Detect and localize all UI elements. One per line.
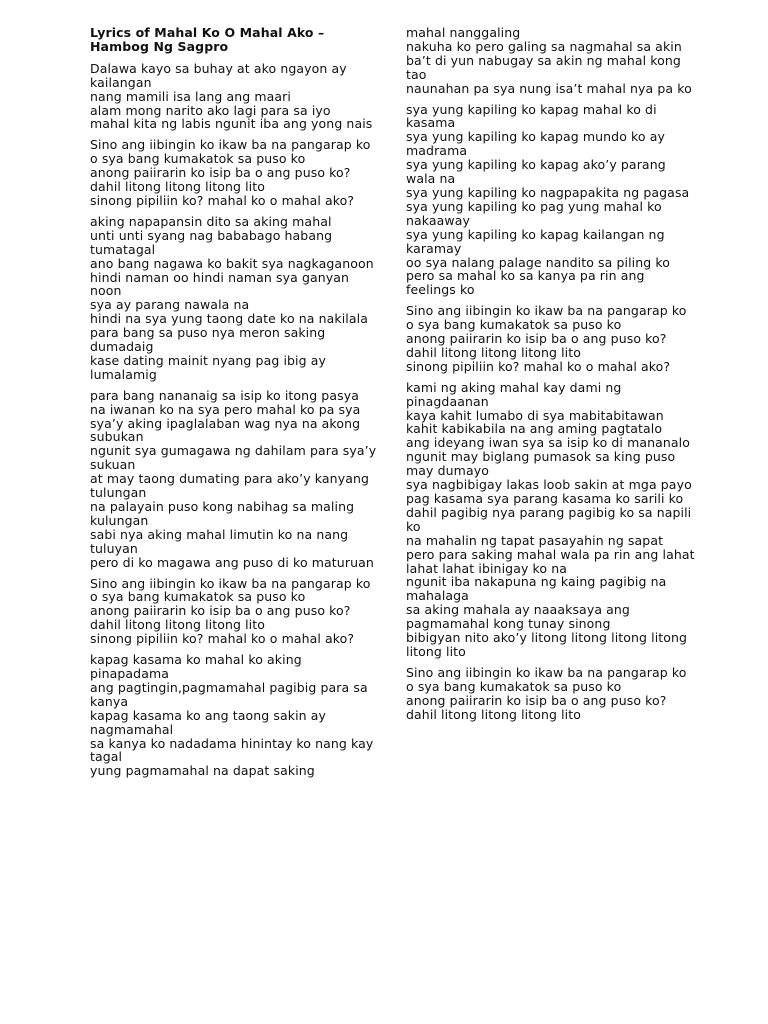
lyric-line: ngunit sya gumagawa ng dahilam para sya’y sukuan — [90, 443, 377, 473]
lyric-line: sa kanya ko nadadama hinintay ko nang kay tagal — [90, 735, 374, 765]
lyric-line: nang mamili isa lang ang maari — [90, 88, 291, 104]
lyric-line: o sya bang kumakatok sa puso ko — [90, 151, 306, 167]
lyric-line: sa aking mahala ay naaaksaya ang pagmamahal kong tunay sinong — [406, 602, 630, 632]
lyric-stanza — [406, 304, 696, 374]
lyric-line: lahat lahat ibinigay ko na — [406, 560, 568, 576]
lyric-line: pag kasama sya parang kasama ko sarili ko — [406, 491, 684, 506]
lyric-line: pero para saking mahal wala pa rin ang lahat — [406, 546, 695, 562]
lyric-line: kase dating mainit nyang pag ibig ay lumalamig — [90, 352, 326, 382]
lyric-line: Sino ang iibingin ko ikaw ba na pangarap ko — [90, 137, 371, 153]
lyric-line: bibigyan nito ako’y litong litong litong litong litong lito — [406, 630, 688, 659]
lyric-line: kahit kabikabila na ang aming pagtatalo — [406, 421, 663, 437]
right-stanzas — [406, 26, 696, 722]
lyric-line: kapag kasama ko mahal ko aking pinapadama — [90, 652, 302, 681]
lyric-line: Dalawa kayo sa buhay at ako ngayon ay kailangan — [90, 60, 347, 90]
lyric-line: o sya bang kumakatok sa puso ko — [406, 317, 622, 333]
lyric-line: kapag kasama ko ang taong sakin ay nagmamahal — [90, 707, 327, 737]
lyric-line: sinong pipiliin ko? mahal ko o mahal ako? — [406, 358, 671, 374]
lyric-line: oo sya nalang palage nandito sa piling ko — [406, 254, 670, 270]
lyric-line: sya nagbibigay lakas loob sakin at mga payo — [406, 477, 692, 493]
lyric-line: ngunit may biglang pumasok sa king puso may dumayo — [406, 449, 676, 479]
lyric-line: aking napapansin dito sa aking mahal — [90, 213, 332, 229]
lyric-line: sinong pipiliin ko? mahal ko o mahal ako? — [90, 192, 355, 208]
lyric-line: o sya bang kumakatok sa puso ko — [406, 678, 622, 694]
lyric-line: Sino ang iibingin ko ikaw ba na pangarap ko — [406, 664, 687, 680]
lyric-line: mahal kita ng labis ngunit iba ang yong nais — [90, 116, 373, 132]
lyric-line: kaya kahit lumabo di sya mabitabitawan — [406, 407, 664, 423]
lyric-stanza — [90, 389, 380, 570]
lyric-line: ngunit iba nakapuna ng kaing pagibig na mahalaga — [406, 574, 667, 604]
lyric-line: o sya bang kumakatok sa puso ko — [90, 589, 306, 605]
lyric-line: dahil litong litong litong lito — [406, 706, 582, 722]
lyric-line: nakuha ko pero galing sa nagmahal sa akin — [406, 38, 682, 54]
lyric-line: dahil litong litong litong lito — [406, 344, 582, 360]
lyric-line: at may taong dumating para ako’y kanyang tulungan — [90, 471, 370, 501]
lyric-line: para bang nananaig sa isip ko itong pasya — [90, 387, 359, 403]
lyric-line: sya ay parang nawala na — [90, 297, 250, 313]
lyric-line: na iwanan ko na sya pero mahal ko pa sya — [90, 401, 361, 417]
lyric-line: sya yung kapiling ko kapag kailangan ng karamay — [406, 226, 665, 256]
lyric-stanza — [90, 138, 380, 208]
lyric-line: mahal nanggaling — [406, 25, 521, 40]
lyric-line: naunahan pa sya nung isa’t mahal nya pa ko — [406, 80, 692, 96]
lyric-line: sya yung kapiling ko kapag mahal ko di kasama — [406, 101, 657, 131]
lyric-stanza — [90, 653, 380, 778]
lyric-line: sya’y aking ipaglalaban wag nya na akong subukan — [90, 415, 361, 445]
right-column — [406, 26, 696, 729]
lyric-line: sya yung kapiling ko nagpapakita ng pagasa — [406, 184, 690, 200]
lyric-line: pero sa mahal ko sa kanya pa rin ang feelings ko — [406, 268, 645, 298]
lyric-line: alam mong narito ako lagi para sa iyo — [90, 102, 331, 118]
lyric-line: unti unti syang nag bababago habang tumatagal — [90, 227, 333, 257]
lyric-line: sya yung kapiling ko pag yung mahal ko nakaaway — [406, 198, 662, 228]
lyric-stanza — [406, 381, 696, 659]
lyric-line: para bang sa puso nya meron saking dumadaig — [90, 325, 326, 355]
lyric-line: anong paiirarin ko isip ba o ang puso ko? — [406, 331, 667, 347]
lyric-stanza — [90, 62, 380, 132]
lyric-line: sinong pipiliin ko? mahal ko o mahal ako? — [90, 631, 355, 647]
lyric-stanza — [90, 215, 380, 382]
lyric-line: na mahalin ng tapat pasayahin ng sapat — [406, 532, 664, 548]
lyric-stanza — [406, 666, 696, 722]
lyric-line: sya yung kapiling ko kapag mundo ko ay madrama — [406, 129, 665, 159]
lyric-stanza — [90, 577, 380, 647]
lyric-line: dahil litong litong litong lito — [90, 179, 266, 195]
lyric-line: kami ng aking mahal kay dami ng pinagdaanan — [406, 379, 622, 409]
document-title: Lyrics of Mahal Ko O Mahal Ako – Hambog Ng Sagpro — [90, 25, 325, 54]
lyric-line: na palayain puso kong nabihag sa maling kulungan — [90, 499, 355, 528]
lyric-line: sabi nya aking mahal limutin ko na nang tuluyan — [90, 526, 349, 556]
lyric-line: ano bang nagawa ko bakit sya nagkaganoon — [90, 255, 374, 271]
lyric-line: Sino ang iibingin ko ikaw ba na pangarap ko — [406, 303, 687, 319]
lyric-line: dahil litong litong litong lito — [90, 617, 266, 633]
left-column — [90, 26, 380, 785]
lyric-line: hindi na sya yung taong date ko na nakilala — [90, 311, 368, 327]
lyric-line: ang pagtingin,pagmamahal pagibig para sa kanya — [90, 679, 368, 709]
lyric-line: anong paiirarin ko isip ba o ang puso ko? — [90, 165, 351, 181]
lyric-line: hindi naman oo hindi naman sya ganyan noon — [90, 269, 350, 299]
lyric-line: ba’t di yun nabugay sa akin ng mahal kong tao — [406, 52, 681, 82]
lyric-stanza — [406, 26, 696, 96]
lyric-stanza — [406, 103, 696, 298]
lyric-line: ang ideyang iwan sya sa isip ko di mananalo — [406, 435, 690, 451]
lyric-line: sya yung kapiling ko kapag ako’y parang wala na — [406, 157, 666, 187]
lyric-line: yung pagmamahal na dapat saking — [90, 763, 315, 779]
lyric-line: Sino ang iibingin ko ikaw ba na pangarap ko — [90, 575, 371, 591]
lyric-line: anong paiirarin ko isip ba o ang puso ko? — [406, 692, 667, 708]
lyric-line: dahil pagibig nya parang pagibig ko sa napili ko — [406, 504, 692, 534]
lyric-line: anong paiirarin ko isip ba o ang puso ko? — [90, 603, 351, 619]
left-stanzas — [90, 62, 380, 778]
lyric-line: pero di ko magawa ang puso di ko maturuan — [90, 554, 374, 570]
